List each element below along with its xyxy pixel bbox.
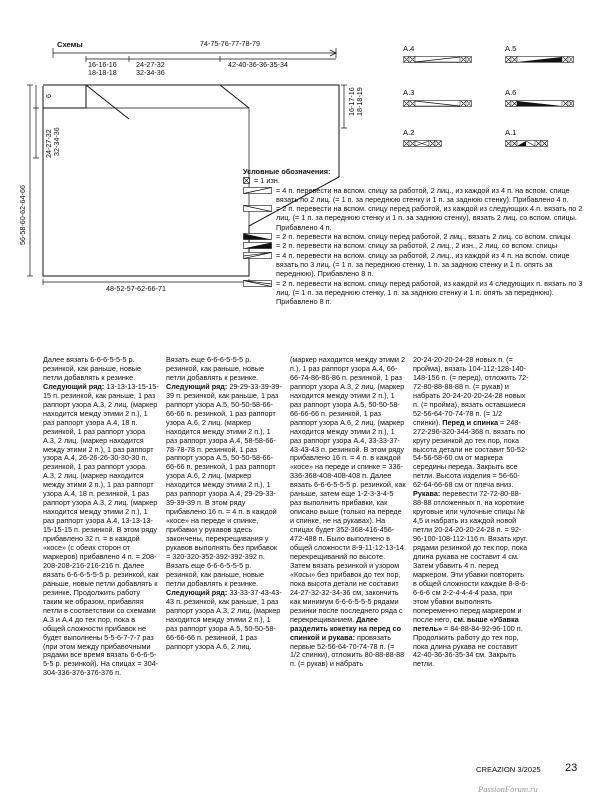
text-column-2: Вязать еще 6-6-6-5-5-5 р. резинкой, как раньше, новые петли добавлять к резинке. Следующий ряд: 29-29-33-39-39-39 п. резинкой, как раньше, 1 раз раппорт узора А.5, 50-50-58-66-66-66 п. резинкой, 1 раз раппорт узора А.6, 2 лиц. (маркер находится между этими 2 п.), 1 раз раппорт узора А.4, 58-58-66-78-78-78 п. резинкой, 1 раз раппорт узора А.5, 50-50-58-66-66-66 п. резинкой, 1 раз раппорт узора А.6, 2 лиц. (маркер находится между этими 2 п.), 1 раз раппорт узора А.4, 29-29-33-39-39-39 п. В этом ряду прибавлено 16 п. = 4 п. в каждой «косе» на переде и спинке, прибавки у рукавов здесь закончены, перекрещивания у рукавов выполнять без прибавок = 320-320-352-392-392-392 п. Вязать еще 6-6-6-5-5-5 р. резинкой, как раньше, новые петли добавлять к резинке. Следующий ряд: 33-33-37-43-43-43 п. резинкой, как раньше, 1 раз раппорт узора А.3, 2 лиц. (маркер находится между этими 2 п.), 1 раз раппорт узора А.5, 50-50-58-66-66-66 п. резинкой, 1 раз раппорт узора А.6, 2 лиц. bbox=[166, 355, 282, 651]
cable-increase-8-front-icon bbox=[243, 280, 273, 287]
legend-text: = 4 п. перевести на вспом. спицу за работой, 2 лиц., из каждой из 4 п. на вспом. спице вязать по 2 лиц. (= 1 п. за переднюю стенку и 1 п. за заднюю стенку). Прибавлено 4 п. bbox=[276, 185, 570, 204]
cable-increase-front-icon bbox=[243, 205, 273, 212]
legend-item-purl bbox=[243, 176, 583, 185]
text-column-3: (маркер находится между этими 2 п.), 1 раз раппорт узора А.4, 66-66-74-86-86-86 п. резинкой, 1 раз раппорт узора А.3, 2 лиц. (маркер находится между этими 2 п.), 1 раз раппорт узора А.5, 50-50-58-66-66-66 п. резинкой, 1 раз раппорт узора А.6, 2 лиц. (маркер находится между этими 2 п.), 1 раз раппорт узора А.4, 33-33-37-43-43-43 п. резинкой. В этом ряду прибавлено 16 п. = 4 п. в каждой «косе» на переде и спинке = 336-336-368-408-408-408 п. Далее вязать 6-6-6-5-5-5 р. резинкой, как раньше, затем еще 1-2-3-3-4-5 раз выполнить прибавки, как описано выше (только на переде и спинке, не на рукавах). На спицах будет 352-368-416-456-472-488 п. Было выполнено в общей сложности 8-9-11-12-13-14 перекрещиваний по высоте. Затем вязать резинкой и узором «Косы» без прибавок до тех пор, пока высота детали не составит 24-27-32-32-34-36 см, закончить как минимум 6-6-6-5-5-5 рядами резинки после последнего ряда с перекрещиванием. Далее разделить кокетку на перед со спинкой и рукава: провязать первые 52-56-64-70-74-78 п. (= 1/2 спинки), отложить 80-88-88-88 п. (= рукав) и набрать bbox=[290, 355, 406, 669]
right-vertical-2: 18-18-19 bbox=[355, 87, 364, 116]
pattern-a5-title: A.5 bbox=[505, 44, 517, 53]
neck-mid-label-2: 32-34-36 bbox=[136, 68, 165, 77]
left-vertical-2: 24-27-32 bbox=[44, 129, 53, 158]
width-total-label: 74-75-76-77-78-79 bbox=[200, 39, 260, 48]
neck-right-label: 42-40-36-36-35-34 bbox=[228, 60, 288, 69]
neck-mid-label: 24-27-32 bbox=[136, 60, 165, 69]
text-column-4: 20-24-20-20-24-28 новых п. (= пройма), вязать 104-112-128-140-148-156 п. (= перед), отложить 72-72-80-88-88-88 п. (= рукав) и набрать 20-24-20-20-24-28 новых п. (= пройма), вязать оставшиеся 52-56-64-70-74-78 п. (= 1/2 спинки). Перед и спинка = 248-272-296-320-344-368 п. вязать по кругу резинкой до тех пор, пока высота детали не составит 50-52-54-56-58-60 см от маркера середины переда. Закрыть все петли. Высота изделия = 56-60-62-64-66-68 см от плеча вниз. Рукава: перевести 72-72-80-88-88-88 отложенных п. на короткие круговые или чулочные спицы № 4,5 и набрать из каждой новой петли 20-24-20-20-24-28 п. = 92-96-100-108-112-116 п. Вязать круг. рядами резинкой до тех пор, пока длина рукава не составит 4 см. Затем убавить 4 п. перед маркером. Эти убавки повторить в общей сложности каждые 8-8-6-6-6-6 см 2-2-4-4-4-4 раза, при этом убавки выполнять попеременно перед маркером и после него, см. выше «Убавка петель» = 84-88-84-92-96-100 п. Продолжить работу до тех пор, пока длина рукава не составит 42-40-36-36-35-34 см. Закрыть петли. bbox=[413, 355, 529, 669]
purl-symbol-icon bbox=[243, 177, 251, 184]
neck-left-label-2: 18-18-18 bbox=[88, 68, 117, 77]
neck-left-label: 16-16-16 bbox=[88, 60, 117, 69]
schema-title: Схемы bbox=[57, 40, 83, 49]
pattern-a2-title: A.2 bbox=[403, 128, 415, 137]
right-vertical-1: 16-17-16 bbox=[347, 87, 356, 116]
legend-text: = 4 п. перевести на вспом. спицу за работой, 2 лиц., из каждой из 4 п. на вспом. спице вязать по 3 лиц. (= 1 п. за переднюю стенку, 1 п. за заднюю стенку и 1 п. опять за переднюю). Прибавлено 8 п. bbox=[276, 250, 570, 279]
page-number: 23 bbox=[565, 762, 578, 774]
legend-item bbox=[243, 204, 583, 232]
pattern-a4-title: A.4 bbox=[403, 44, 415, 53]
legend-item bbox=[243, 186, 583, 205]
magazine-name: CREAZION 3/2025 bbox=[476, 765, 541, 774]
left-vertical-3: 32-34-36 bbox=[52, 127, 61, 156]
pattern-a1-chart bbox=[505, 140, 549, 148]
bottom-width-label: 48-52-57-62-66-71 bbox=[106, 284, 166, 293]
cable-cross-back-icon bbox=[243, 242, 273, 249]
legend-text: = 2 п. перевести на вспом. спицу перед работой, из каждой из следующих 4 п. вязать по 2 лиц. (= 1 п. за переднюю стенку и 1 п. за заднюю стенку), вязать 2 лиц. со вспом. спицы. Прибавлено 4 п. bbox=[276, 204, 583, 232]
cable-cross-front-icon bbox=[243, 233, 273, 240]
pattern-a5-chart bbox=[505, 56, 575, 64]
left-vertical-6: 6 bbox=[44, 94, 53, 98]
legend-text: = 2 п. перевести на вспом. спицу перед работой, 2 лиц., вязать 2 лиц. со вспом. спицы bbox=[276, 232, 571, 242]
cable-increase-8-back-icon bbox=[243, 252, 273, 259]
pattern-a3-title: A.3 bbox=[403, 88, 415, 97]
legend-text: = 2 п. перевести на вспом. спицу за работой, 2 лиц., 2 изн., 2 лиц. со вспом. спицы bbox=[276, 241, 558, 251]
legend-item bbox=[243, 241, 583, 250]
legend-item bbox=[243, 251, 583, 279]
legend-text: = 1 изн. bbox=[254, 176, 280, 186]
body-height-label: 56-58-60-62-64-66 bbox=[18, 185, 27, 245]
legend-item bbox=[243, 232, 583, 241]
legend bbox=[243, 167, 583, 306]
legend-item bbox=[243, 279, 583, 307]
cable-increase-back-icon bbox=[243, 187, 273, 194]
site-watermark: PassionForum.ru bbox=[478, 784, 538, 794]
legend-title: Условные обозначения: bbox=[243, 167, 331, 176]
legend-text: = 2 п. перевести на вспом. спицу перед работой, из каждой из 4 следующих п. вязать по 3 лиц. (= 1 п. за переднюю стенку, 1 п. за заднюю стенку и 1 п. опять за переднюю). Прибавлено 8 п. bbox=[276, 278, 583, 307]
pattern-a3-chart bbox=[403, 100, 473, 108]
pattern-a6-chart bbox=[505, 100, 575, 108]
pattern-a6-title: A.6 bbox=[505, 88, 517, 97]
text-column-1: Далее вязать 6-6-6-5-5-5 р. резинкой, как раньше, новые петли добавлять к резинке. Следующий ряд: 13-13-13-15-15-15 п. резинкой, как раньше, 1 раз раппорт узора А.3, 2 лиц. (маркер находится между этими 2 п.), 1 раз раппорт узора А.4, 18 п. резинкой, 1 раз раппорт узора А.3, 2 лиц. (маркер находится между этими 2 п.), 1 раз раппорт узора А.4, 26-26-26-30-30-30 п. резинкой, 1 раз раппорт узора А.3, 2 лиц. (маркер находится между этими 2 п.), 1 раз раппорт узора А.4, 18 п. резинкой, 1 раз раппорт узора А.3, 2 лиц. (маркер находится между этими 2 п.), 1 раз раппорт узора А.4, 13-13-13-15-15-15 п. резинкой. В этом ряду прибавлено 32 п. = в каждой «косе» (с обеих сторон от маркеров) прибавлено 4 п. = 208-208-208-216-216-216 п. Далее вязать 6-6-6-5-5-5 р. резинкой, как раньше, новые петли добавлять к резинке. Продолжить работу таким же образом, прибавляя петли в соответствии со схемами А.3 и А.4 до тех пор, пока в общей сложности прибавок не будет выполнены 5-5-6-7-7-7 раз (при этом между прибавочными рядами все время вязать 6-6-6-5-5-5 р. резинкой). На спицах = 304-304-336-376-376-376 п. bbox=[43, 355, 159, 678]
pattern-a1-title: A.1 bbox=[505, 128, 517, 137]
pattern-a2-chart bbox=[403, 140, 443, 148]
pattern-a4-chart bbox=[403, 56, 473, 64]
